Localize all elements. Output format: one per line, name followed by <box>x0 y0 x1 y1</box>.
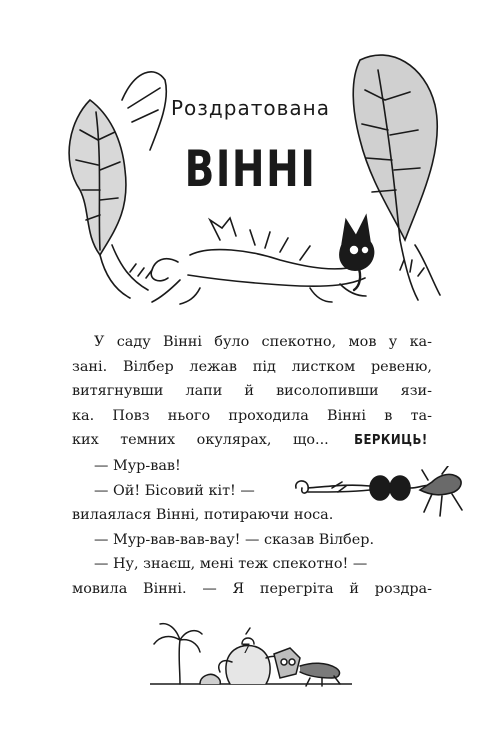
shout-word: БЕРКИЦЬ! <box>354 433 428 449</box>
text-line: мовила Вінні. — Я перегріта й роздра- <box>72 580 432 597</box>
text-line: витягнувши лапи й висолопивши язи- <box>72 383 432 400</box>
text-line: — Мур-вав! <box>94 457 181 474</box>
text-line: — Мур-вав-вав-вау! — сказав Вілбер. <box>94 531 375 548</box>
text-line: — Ой! Бісовий кіт! — <box>94 482 255 499</box>
page-number: 7 <box>241 642 251 657</box>
text-line: У саду Вінні було спекотно, мов у ка- <box>94 334 432 350</box>
chapter-kicker: Роздратована <box>171 96 330 120</box>
text-line: ких темних окулярах, що... <box>72 432 329 449</box>
chapter-title: ВІННІ <box>184 140 317 198</box>
text-line: зані. Вілбер лежав під листком ревеню, <box>72 358 432 375</box>
text-line: — Ну, знаєш, мені теж спекотно! — <box>94 556 368 573</box>
text-line: ка. Повз нього проходила Вінні в та- <box>72 407 432 424</box>
text-line: вилаялася Вінні, потираючи носа. <box>72 507 334 524</box>
text-line-with-shout <box>72 428 432 454</box>
sunglasses-and-insect-illustration <box>292 466 470 524</box>
